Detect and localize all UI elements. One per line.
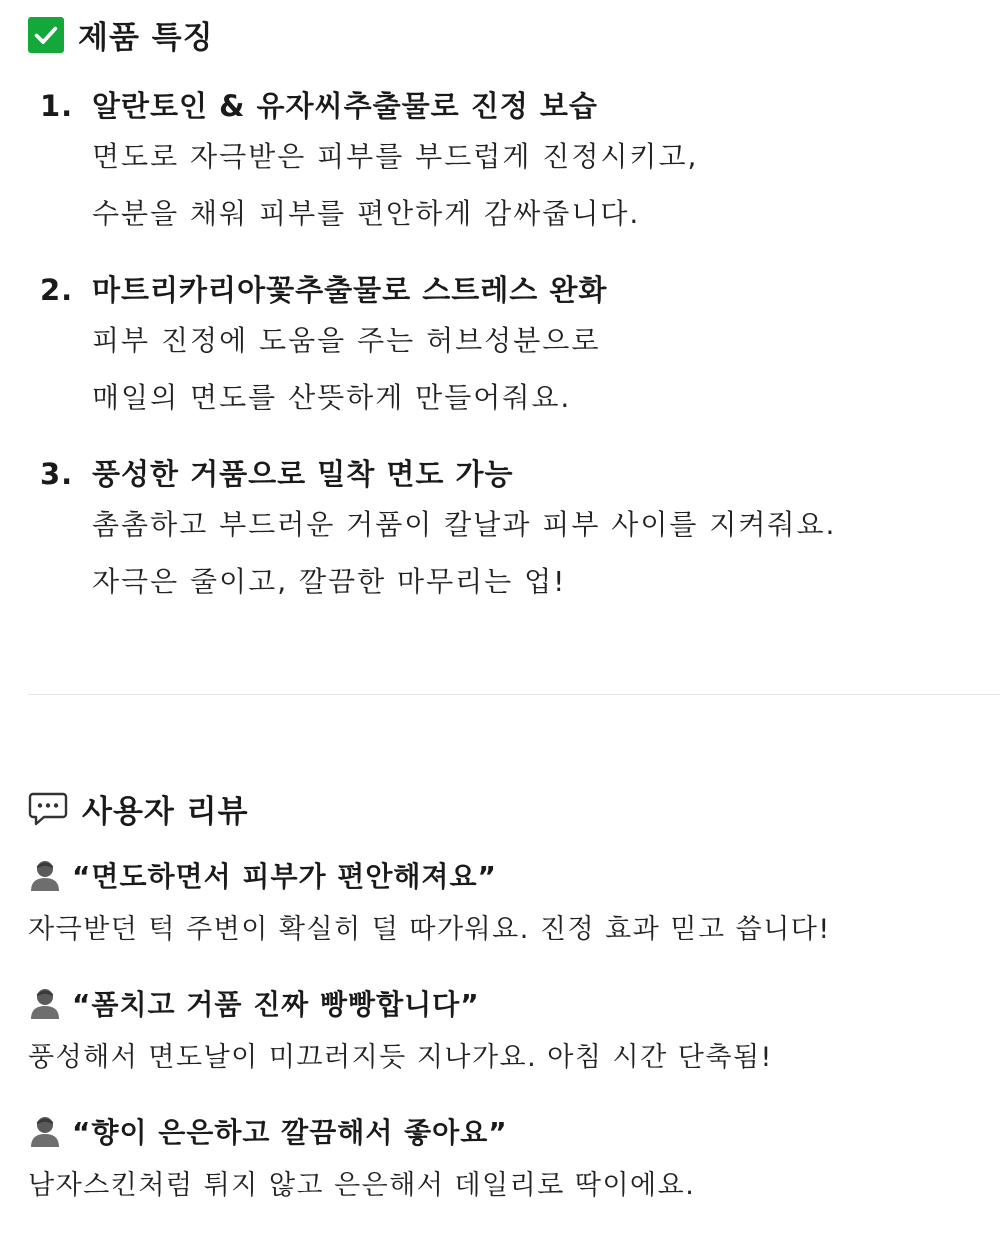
feature-number: 2. [40,273,74,307]
reviews-title: 사용자 리뷰 [82,794,249,830]
review-quote: “향이 은은하고 깔끔해서 좋아요” [72,1116,508,1149]
features-header [28,12,214,57]
feature-description-line: 자극은 줄이고, 깔끔한 마무리는 업! [92,565,567,598]
feature-item [40,268,980,426]
speech-bubble-icon [28,791,68,827]
feature-title-row [40,84,980,128]
feature-number: 3. [40,457,74,491]
review-quote: “폼치고 거품 진짜 빵빵합니다” [72,988,480,1021]
review-item [28,852,988,980]
person-icon [28,858,62,892]
person-icon [28,1114,62,1148]
feature-title: 알란토인 & 유자씨추출물로 진정 보습 [92,89,598,123]
feature-description [92,128,980,242]
feature-item [40,452,980,610]
person-icon [28,986,62,1020]
features-title: 제품 특징 [78,20,214,56]
feature-title: 마트리카리아꽃추출물로 스트레스 완화 [92,273,608,307]
feature-description-line: 피부 진정에 도움을 주는 허브성분으로 [92,324,601,357]
feature-description-line: 수분을 채워 피부를 편안하게 감싸줍니다. [92,197,641,230]
feature-description-line: 면도로 자극받은 피부를 부드럽게 진정시키고, [92,140,699,173]
reviews-header [28,786,249,831]
review-body: 자극받던 턱 주변이 확실히 덜 따가워요. 진정 효과 믿고 씁니다! [28,914,831,945]
reviews-list [28,852,988,1236]
feature-description [92,496,980,610]
review-title-row [28,980,988,1026]
feature-description [92,312,980,426]
feature-title: 풍성한 거품으로 밀착 면도 가능 [92,457,514,491]
review-quote: “면도하면서 피부가 편안해져요” [72,860,497,893]
feature-title-row [40,268,980,312]
check-mark-icon [28,17,64,53]
feature-title-row [40,452,980,496]
feature-description-line: 매일의 면도를 산뜻하게 만들어줘요. [92,381,572,414]
review-body: 남자스킨처럼 튀지 않고 은은해서 데일리로 딱이에요. [28,1170,696,1201]
features-list [40,84,980,636]
review-title-row [28,1108,988,1154]
section-divider [28,694,1000,695]
feature-number: 1. [40,89,74,123]
review-item [28,980,988,1108]
review-title-row [28,852,988,898]
review-item [28,1108,988,1236]
review-body: 풍성해서 면도날이 미끄러지듯 지나가요. 아침 시간 단축됨! [28,1042,773,1073]
feature-description-line: 촘촘하고 부드러운 거품이 칼날과 피부 사이를 지켜줘요. [92,508,837,541]
feature-item [40,84,980,242]
